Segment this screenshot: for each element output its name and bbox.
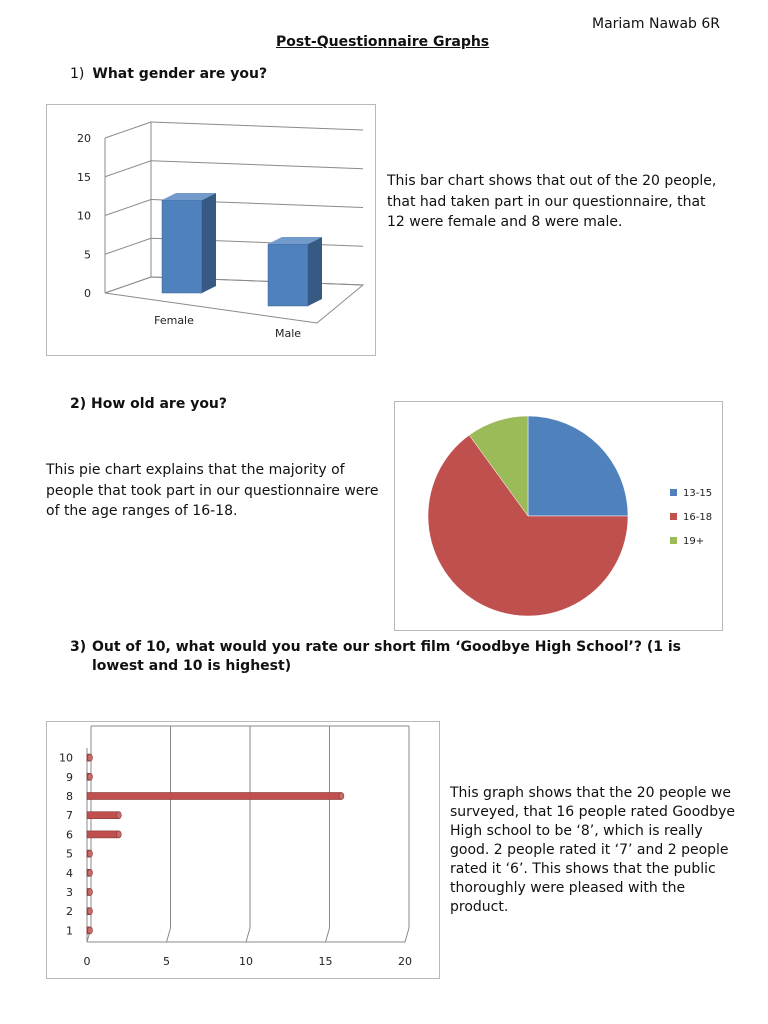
age-chart-description: This pie chart explains that the majority of people that took part in our questionnaire were of the age ranges of 16-18.: [46, 462, 379, 519]
y-tick-label: 20: [77, 132, 91, 145]
author-name: Mariam Nawab 6R: [592, 16, 721, 32]
bar-cap-rating-3: [88, 889, 93, 896]
question-3: [70, 638, 720, 676]
legend-label-16-18: 16-18: [683, 512, 713, 523]
legend-swatch-16-18: [670, 513, 677, 520]
bar-male: [268, 244, 308, 306]
y-tick-label: 7: [66, 809, 73, 823]
age-pie-chart: [394, 401, 723, 631]
gridline-floor: [405, 928, 409, 942]
bar-cap-rating-7: [116, 812, 121, 819]
y-tick-label: 5: [66, 847, 73, 861]
question-3-text: Out of 10, what would you rate our short film ‘Goodbye High School’? (1 is lowest and 10 is highest): [92, 639, 682, 674]
pie-slice-13-15: [528, 416, 628, 516]
legend-swatch-19+: [670, 537, 677, 544]
x-tick-label: Female: [154, 314, 194, 327]
y-tick-label: 1: [66, 924, 73, 938]
x-tick-label: 0: [83, 955, 91, 968]
legend-label-19+: 19+: [683, 536, 705, 547]
y-tick-label: 4: [66, 866, 73, 880]
legend-label-13-15: 13-15: [683, 488, 713, 499]
bar-rating-6: [87, 831, 119, 838]
bar-side-male: [308, 237, 322, 306]
legend-swatch-13-15: [670, 489, 677, 496]
question-2-number: 2): [70, 396, 87, 412]
bar-cap-rating-4: [88, 869, 93, 876]
gridline-side: [105, 122, 151, 138]
bar-cap-rating-9: [88, 773, 93, 780]
gridline: [151, 122, 363, 130]
gender-bar-chart: [46, 104, 376, 356]
y-tick-label: 2: [66, 905, 73, 919]
question-2-text: How old are you?: [91, 396, 228, 412]
bar-side-female: [202, 193, 216, 293]
gridline-floor: [246, 928, 250, 942]
gridline-side: [105, 161, 151, 177]
document-title: Post-Questionnaire Graphs: [276, 34, 490, 50]
question-2: [70, 396, 227, 412]
bar-cap-rating-8: [339, 793, 344, 800]
question-1: [70, 66, 267, 82]
gender-chart-description: This bar chart shows that out of the 20 people, that had taken part in our questionnaire, that 12 were female and 8 were male.: [387, 173, 717, 230]
y-tick-label: 10: [77, 209, 91, 223]
bar-cap-rating-1: [88, 927, 93, 934]
gridline-floor: [167, 928, 171, 942]
bar-cap-rating-10: [88, 754, 93, 761]
gridline: [151, 161, 363, 169]
age-pie-chart-svg: [395, 402, 722, 630]
bar-cap-rating-6: [116, 831, 121, 838]
bar-female: [162, 200, 202, 293]
y-tick-label: 5: [84, 248, 91, 262]
bar-rating-7: [87, 812, 119, 819]
y-tick-label: 10: [59, 751, 73, 765]
question-1-text: What gender are you?: [92, 66, 268, 82]
x-tick-label: 5: [163, 955, 170, 968]
y-tick-label: 0: [84, 287, 91, 300]
x-tick-label: 20: [398, 955, 412, 968]
y-tick-label: 3: [66, 886, 73, 899]
bar-cap-rating-5: [88, 850, 93, 857]
rating-bar-chart-svg: [47, 722, 439, 978]
gender-bar-chart-svg: [47, 105, 375, 355]
gridline-side: [105, 200, 151, 216]
y-tick-label: 9: [66, 770, 73, 784]
y-tick-label: 6: [66, 828, 73, 842]
x-tick-label: 10: [239, 955, 253, 968]
gridline-side: [105, 238, 151, 254]
y-tick-label: 15: [77, 170, 91, 184]
bar-rating-8: [87, 793, 341, 800]
bar-cap-rating-2: [88, 908, 93, 915]
rating-chart-description: This graph shows that the 20 people we surveyed, that 16 people rated Goodbye High school to be ‘8’, which is really good. 2 people rated it ‘7’ and 2 people rated it ‘6’. This shows that the public thoroughly were pleased with the product.: [450, 785, 735, 915]
chart-floor: [105, 277, 363, 323]
gridline-floor: [326, 928, 330, 942]
question-1-number: 1): [70, 66, 85, 82]
question-3-number: 3): [70, 639, 87, 655]
y-tick-label: 8: [66, 790, 73, 803]
x-tick-label: Male: [274, 327, 302, 340]
x-tick-label: 15: [318, 955, 333, 968]
rating-bar-chart: [46, 721, 440, 979]
